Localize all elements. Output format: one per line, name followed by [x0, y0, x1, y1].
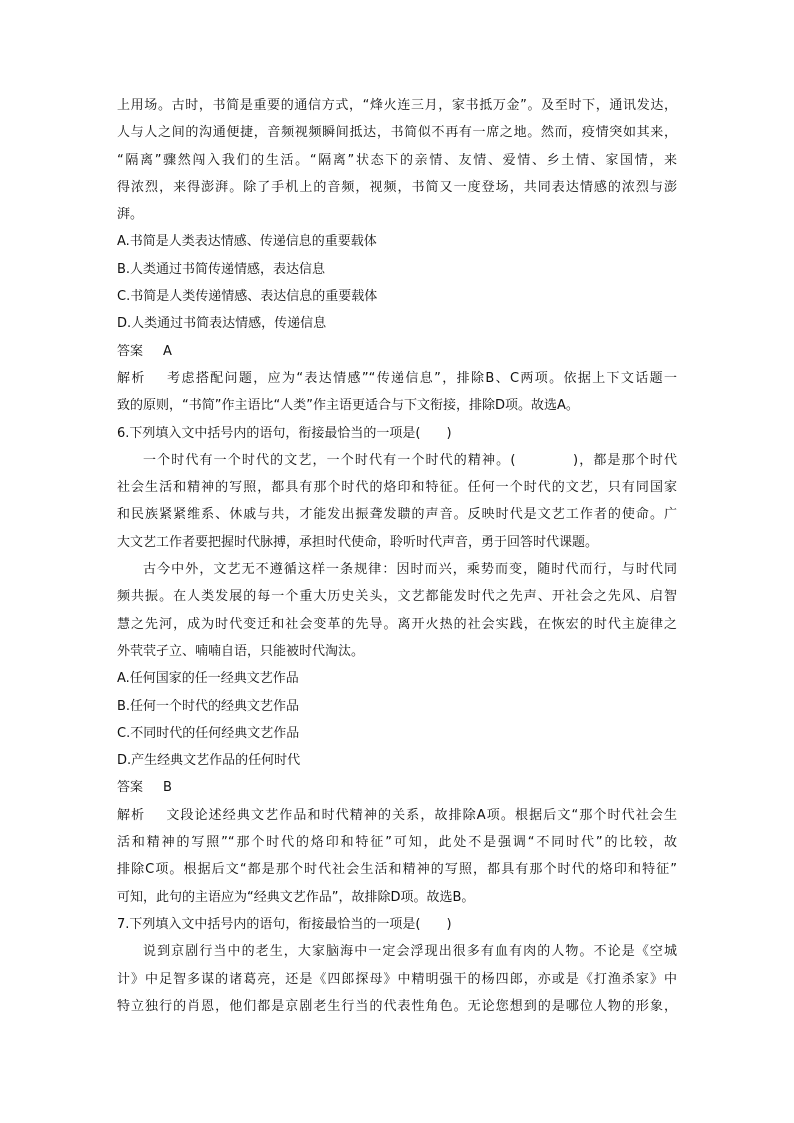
analysis-line: 排除C项。根据后文“都是那个时代社会生活和精神的写照，都具有那个时代的烙印和特征”	[117, 862, 677, 878]
analysis-text: 考虑搭配问题，应为“表达情感”“传递信息”，排除B、C两项。依据上下文话题一	[165, 370, 677, 386]
passage-line: 特立独行的肖恩，他们都是京剧老生行当的代表性角色。无论您想到的是哪位人物的形象，	[117, 998, 677, 1014]
passage-line: 慧之先河，成为时代变迁和社会变革的先导。离开火热的社会实践，在恢宏的时代主旋律之	[117, 616, 677, 632]
passage-line: 上用场。古时，书简是重要的通信方式，“烽火连三月，家书抵万金”。及至时下，通讯发达，	[117, 98, 677, 113]
passage-line: 社会生活和精神的写照，都具有那个时代的烙印和特征。任何一个时代的文艺，只有同国家	[117, 480, 677, 496]
option-c: C.不同时代的任何经典文艺作品	[117, 725, 300, 741]
option-a: A.任何国家的任一经典文艺作品	[117, 671, 299, 687]
option-c: C.书简是人类传递情感、表达信息的重要载体	[117, 289, 378, 305]
passage-line: 计》中足智多谋的诸葛亮，还是《四郎探母》中精明强干的杨四郎，亦或是《打渔杀家》中	[117, 971, 677, 987]
passage-line: “隔离”骤然闯入我们的生活。“隔离”状态下的亲情、友情、爱情、乡土情、家国情，来	[117, 152, 677, 168]
passage-line: 外茕茕孑立、喃喃自语，只能被时代淘汰。	[117, 643, 365, 659]
analysis-line: 致的原则，“书简”作主语比“人类”作主语更适合与下文衔接，排除D项。故选A。	[117, 398, 579, 414]
answer-value: B	[163, 780, 172, 796]
passage-line: 说到京剧行当中的老生，大家脑海中一定会浮现出很多有血有肉的人物。不论是《空城	[143, 944, 677, 960]
passage-line: 大文艺工作者要把握时代脉搏，承担时代使命，聆听时代声音，勇于回答时代课题。	[117, 534, 599, 550]
answer-line	[117, 338, 677, 365]
question-6-stem: 6.下列填入文中括号内的语句，衔接最恰当的一项是( )	[117, 425, 452, 441]
passage-line: 得浓烈，来得澎湃。除了手机上的音频，视频，书简又一度登场，共同表达情感的浓烈与澎	[117, 179, 677, 195]
option-d: D.产生经典文艺作品的任何时代	[117, 753, 301, 769]
passage-line: 频共振。在人类发展的每一个重大历史关头，文艺都能发时代之先声、开社会之先风、启智	[117, 589, 677, 605]
document-page	[117, 92, 677, 1020]
analysis-line: 可知，此句的主语应为“经典文艺作品”，故排除D项。故选B。	[117, 889, 475, 905]
passage-line: 人与人之间的沟通便捷，音频视频瞬间抵达，书简似不再有一席之地。然而，疫情突如其来，	[117, 125, 677, 141]
option-a: A.书简是人类表达情感、传递信息的重要载体	[117, 234, 377, 250]
passage-line: 古今中外，文艺无不遵循这样一条规律：因时而兴，乘势而变，随时代而行，与时代同	[143, 562, 677, 578]
option-d: D.人类通过书简表达情感，传递信息	[117, 316, 327, 332]
analysis-label: 解析	[117, 370, 146, 386]
passage-line: 和民族紧紧维系、休戚与共，才能发出振聋发聩的声音。反映时代是文艺工作者的使命。广	[117, 507, 677, 523]
option-b: B.人类通过书简传递情感，表达信息	[117, 261, 326, 277]
analysis-line	[117, 802, 677, 829]
option-b: B.任何一个时代的经典文艺作品	[117, 698, 300, 714]
analysis-label: 解析	[117, 807, 146, 823]
analysis-line	[117, 365, 677, 392]
answer-value: A	[163, 343, 172, 359]
question-7-stem: 7.下列填入文中括号内的语句，衔接最恰当的一项是( )	[117, 916, 452, 932]
analysis-line: 活和精神的写照”“那个时代的烙印和特征”可知，此处不是强调“不同时代”的比较，故	[117, 835, 677, 851]
answer-label: 答案	[117, 780, 144, 796]
passage-line: 湃。	[117, 207, 144, 223]
answer-label: 答案	[117, 343, 144, 359]
passage-line: 一个时代有一个时代的文艺，一个时代有一个时代的精神。( )，都是那个时代	[143, 452, 677, 468]
analysis-text: 文段论述经典文艺作品和时代精神的关系，故排除A项。根据后文“那个时代社会生	[165, 807, 677, 823]
answer-line	[117, 774, 677, 801]
